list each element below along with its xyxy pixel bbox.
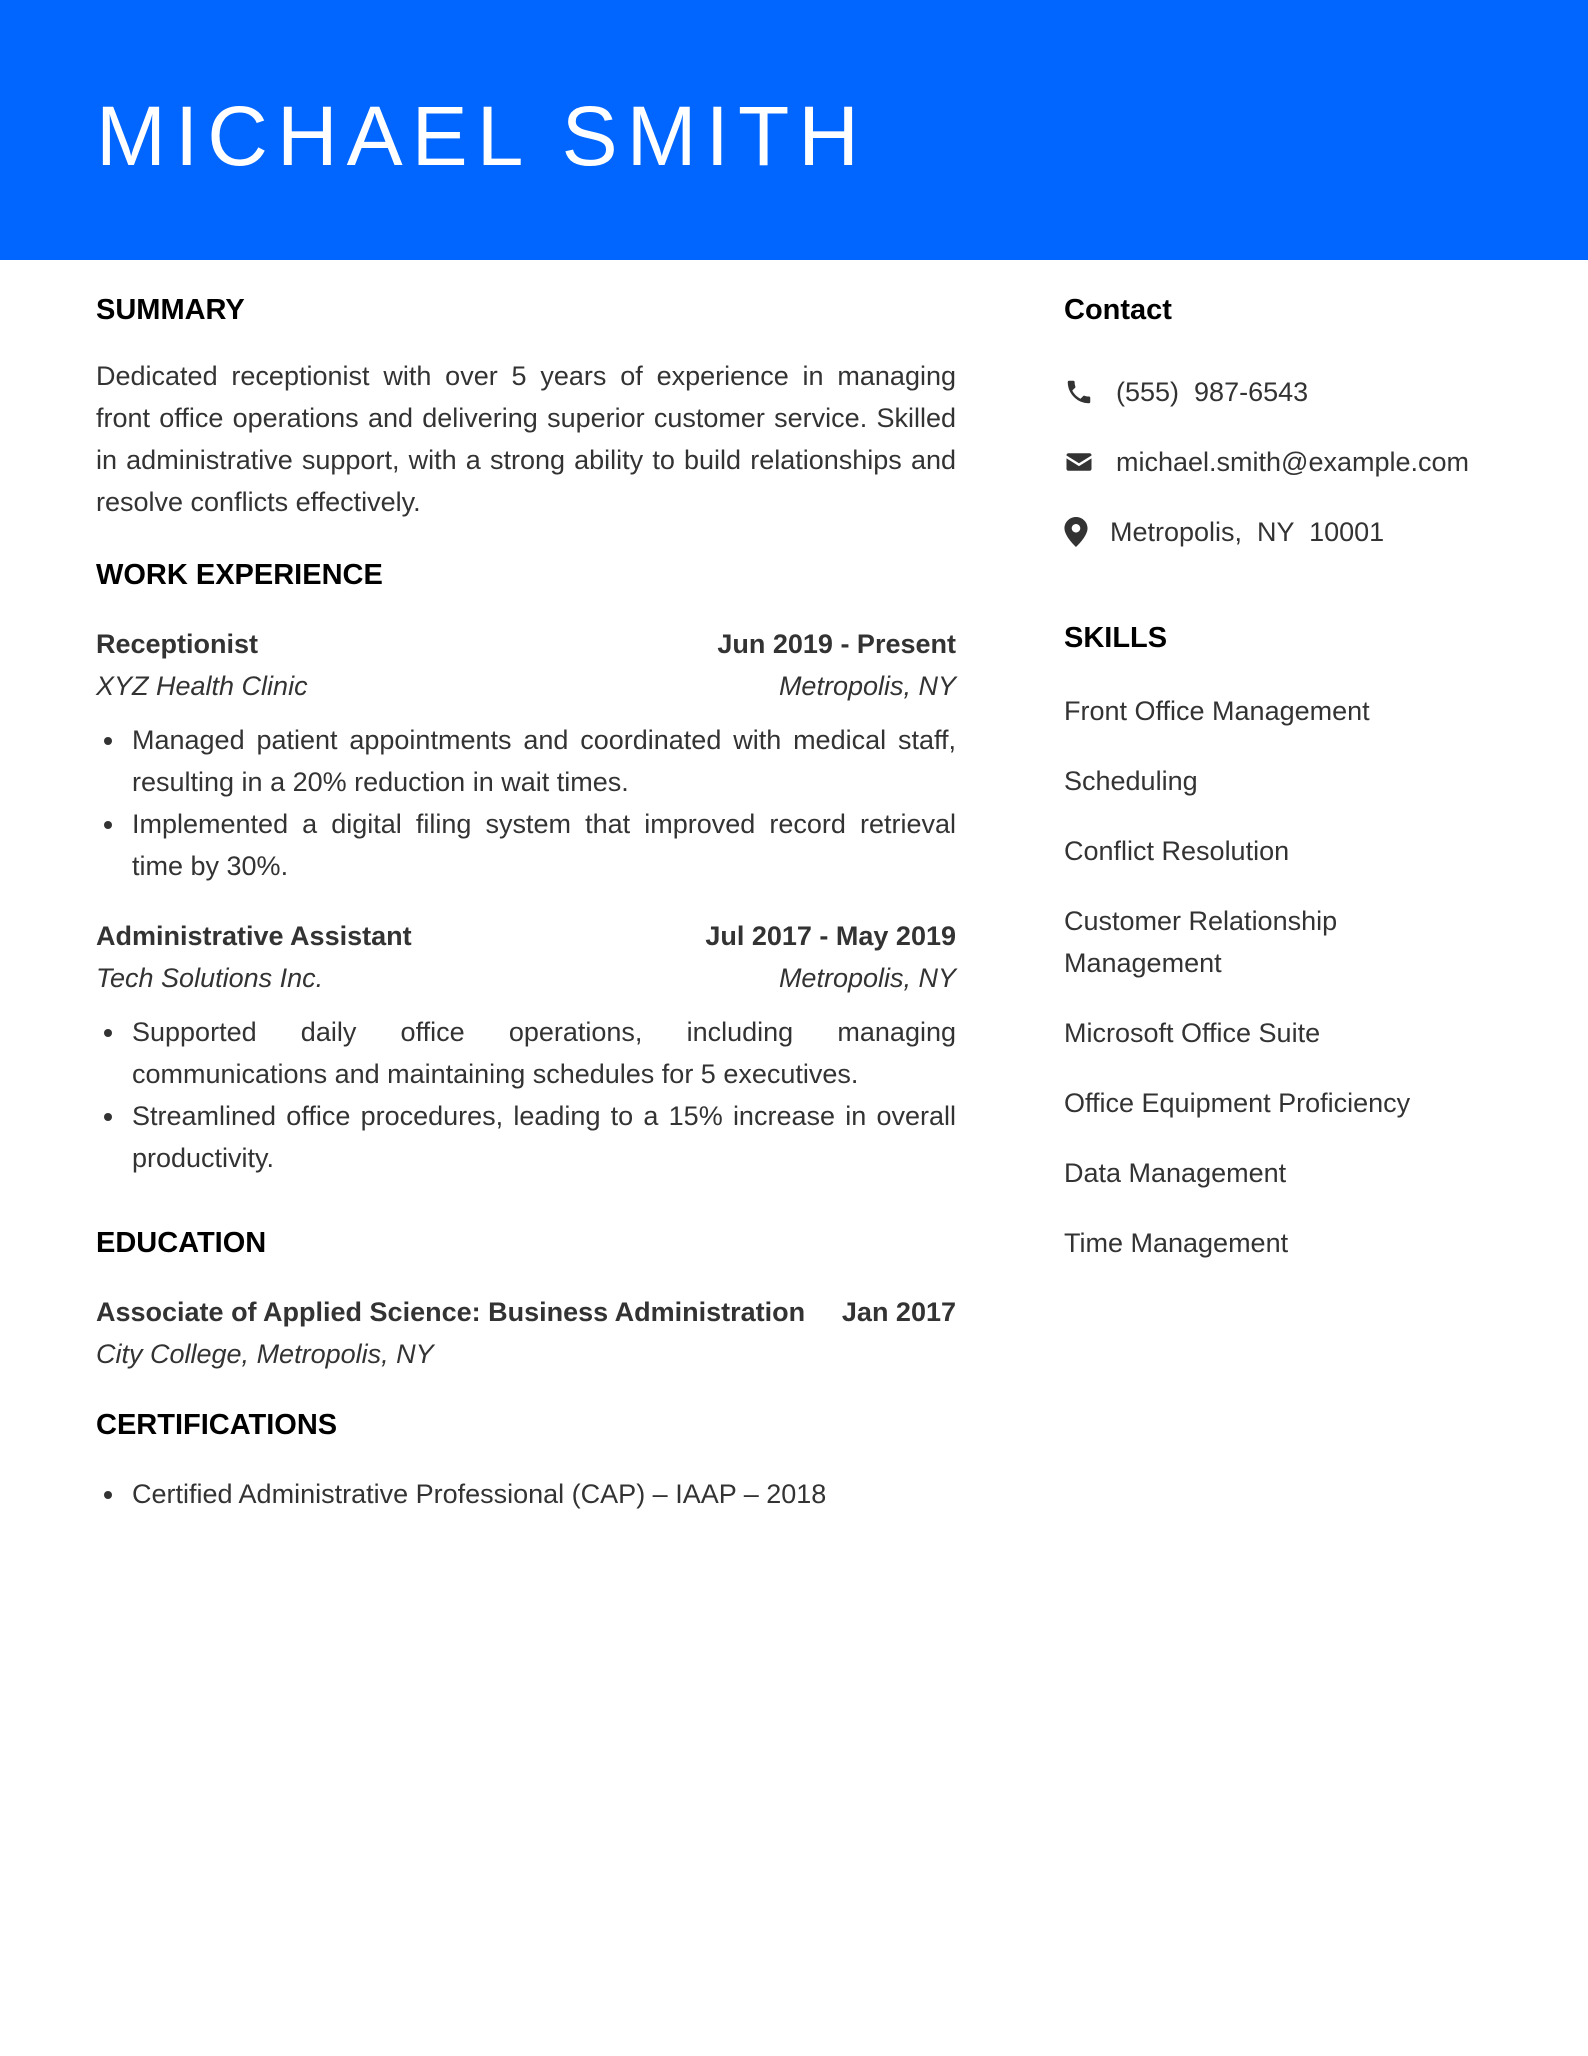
contact-title: Contact (1064, 294, 1172, 326)
skills-title: SKILLS (1064, 622, 1168, 654)
bullet-dot (104, 821, 112, 829)
candidate-name: MICHAEL SMITH (96, 89, 868, 183)
experience-title: WORK EXPERIENCE (96, 559, 383, 591)
skill-item: Conflict Resolution (1064, 836, 1290, 866)
job-entry (96, 623, 956, 887)
bullet-text: Streamlined office procedures, leading to a 15% increase in overall productivity. (132, 1101, 956, 1173)
school-name: City College, Metropolis, NY (96, 1339, 434, 1369)
contact-location (1064, 514, 1384, 550)
summary-title: SUMMARY (96, 294, 245, 326)
summary-section (96, 292, 956, 523)
list-item (96, 1095, 956, 1179)
bullet-text: Managed patient appointments and coordinated with medical staff, resulting in a 20% reduction in wait times. (132, 725, 956, 797)
skill-item: Customer Relationship Management (1064, 906, 1338, 978)
list-item (96, 719, 956, 803)
map-pin-icon (1064, 517, 1088, 547)
education-section (96, 1225, 956, 1375)
bullet-dot (104, 1113, 112, 1121)
job-company: Tech Solutions Inc. (96, 963, 324, 993)
certifications-section (96, 1407, 956, 1515)
job-dates: Jul 2017 - May 2019 (705, 921, 956, 951)
bullet-text: Supported daily office operations, including managing communications and maintaining schedules for 5 executives. (132, 1017, 956, 1089)
education-title: EDUCATION (96, 1227, 267, 1259)
job-header-row (96, 623, 956, 665)
contact-phone-text: (555) 987-6543 (1116, 377, 1309, 407)
skill-item: Office Equipment Proficiency (1064, 1088, 1411, 1118)
phone-icon (1064, 377, 1094, 407)
degree-row (96, 1291, 956, 1333)
contact-email (1064, 444, 1469, 480)
job-role: Receptionist (96, 629, 259, 659)
contact-email-text[interactable]: michael.smith@example.com (1116, 447, 1470, 477)
job-header-row (96, 915, 956, 957)
certifications-title: CERTIFICATIONS (96, 1409, 338, 1441)
degree-date: Jan 2017 (841, 1297, 956, 1327)
contact-location-text: Metropolis, NY 10001 (1110, 517, 1385, 547)
job-location: Metropolis, NY (778, 671, 956, 701)
skill-item: Data Management (1064, 1158, 1287, 1188)
list-item (96, 1473, 956, 1515)
skill-item: Front Office Management (1064, 696, 1370, 726)
header-banner (0, 0, 1588, 260)
bullet-dot (104, 1491, 112, 1499)
job-bullets (96, 1011, 956, 1179)
job-company-row (96, 957, 956, 999)
contact-phone (1064, 374, 1308, 410)
envelope-icon (1064, 447, 1094, 477)
bullet-dot (104, 1029, 112, 1037)
certifications-list (96, 1473, 956, 1515)
job-company: XYZ Health Clinic (96, 671, 308, 701)
skill-item: Time Management (1064, 1228, 1289, 1258)
bullet-text: Implemented a digital filing system that improved record retrieval time by 30%. (132, 809, 956, 881)
list-item (96, 1011, 956, 1095)
certification-text: Certified Administrative Professional (CAP) – IAAP – 2018 (132, 1479, 827, 1509)
skill-item: Microsoft Office Suite (1064, 1018, 1321, 1048)
bullet-dot (104, 737, 112, 745)
job-bullets (96, 719, 956, 887)
degree-name: Associate of Applied Science: Business Administration (96, 1297, 806, 1327)
job-company-row (96, 665, 956, 707)
skill-item: Scheduling (1064, 766, 1198, 796)
job-entry (96, 915, 956, 1179)
job-location: Metropolis, NY (778, 963, 956, 993)
experience-section (96, 557, 956, 1179)
job-role: Administrative Assistant (96, 921, 412, 951)
summary-text: Dedicated receptionist with over 5 years of experience in managing front office operations and delivering superior customer service. Skilled in administrative support, with a strong ability to build relationships and resolve conflicts effectively. (96, 361, 956, 517)
school-row (96, 1333, 956, 1375)
job-dates: Jun 2019 - Present (717, 629, 956, 659)
list-item (96, 803, 956, 887)
